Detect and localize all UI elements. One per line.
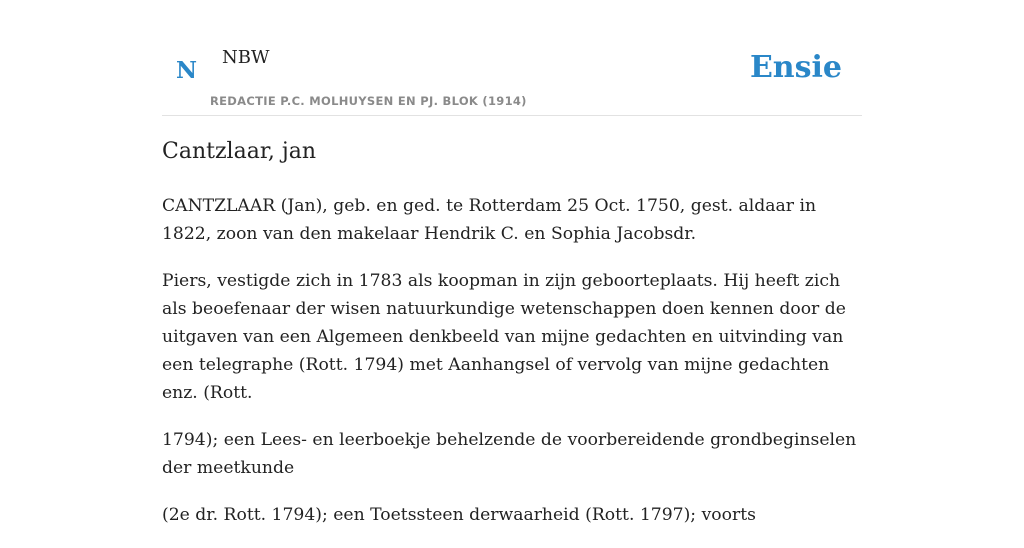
paragraph: (2e dr. Rott. 1794); een Toetssteen derwaarheid (Rott. 1797); voorts (162, 505, 756, 525)
page (162, 0, 862, 525)
brand-logo[interactable]: Ensie (749, 50, 842, 85)
paragraph: Piers, vestigde zich in 1783 als koopman in zijn geboorteplaats. Hij heeft zich als beoefenaar der wisen natuurkundige wetenschappen doen kennen door de uitgaven van een Algemeen denkbeeld van mijne gedachten en uitvinding van een telegraphe (Rott. 1794) met Aanhangsel of vervolg van mijne gedachten enz. (Rott. (162, 271, 846, 403)
paragraph: 1794); een Lees- en leerboekje behelzende de voorbereidende grondbeginselen der meetkunde (162, 430, 857, 478)
page-title: Cantzlaar, jan (162, 139, 317, 164)
source-logo[interactable]: N (176, 57, 198, 84)
article-body (162, 192, 862, 548)
paragraph: CANTZLAAR (Jan), geb. en ged. te Rotterdam 25 Oct. 1750, gest. aldaar in 1822, zoon van den makelaar Hendrik C. en Sophia Jacobsdr. (162, 196, 817, 244)
source-subtitle: REDACTIE P.C. MOLHUYSEN EN PJ. BLOK (1914) (210, 94, 527, 108)
source-name[interactable]: NBW (222, 47, 270, 68)
header (162, 0, 862, 116)
